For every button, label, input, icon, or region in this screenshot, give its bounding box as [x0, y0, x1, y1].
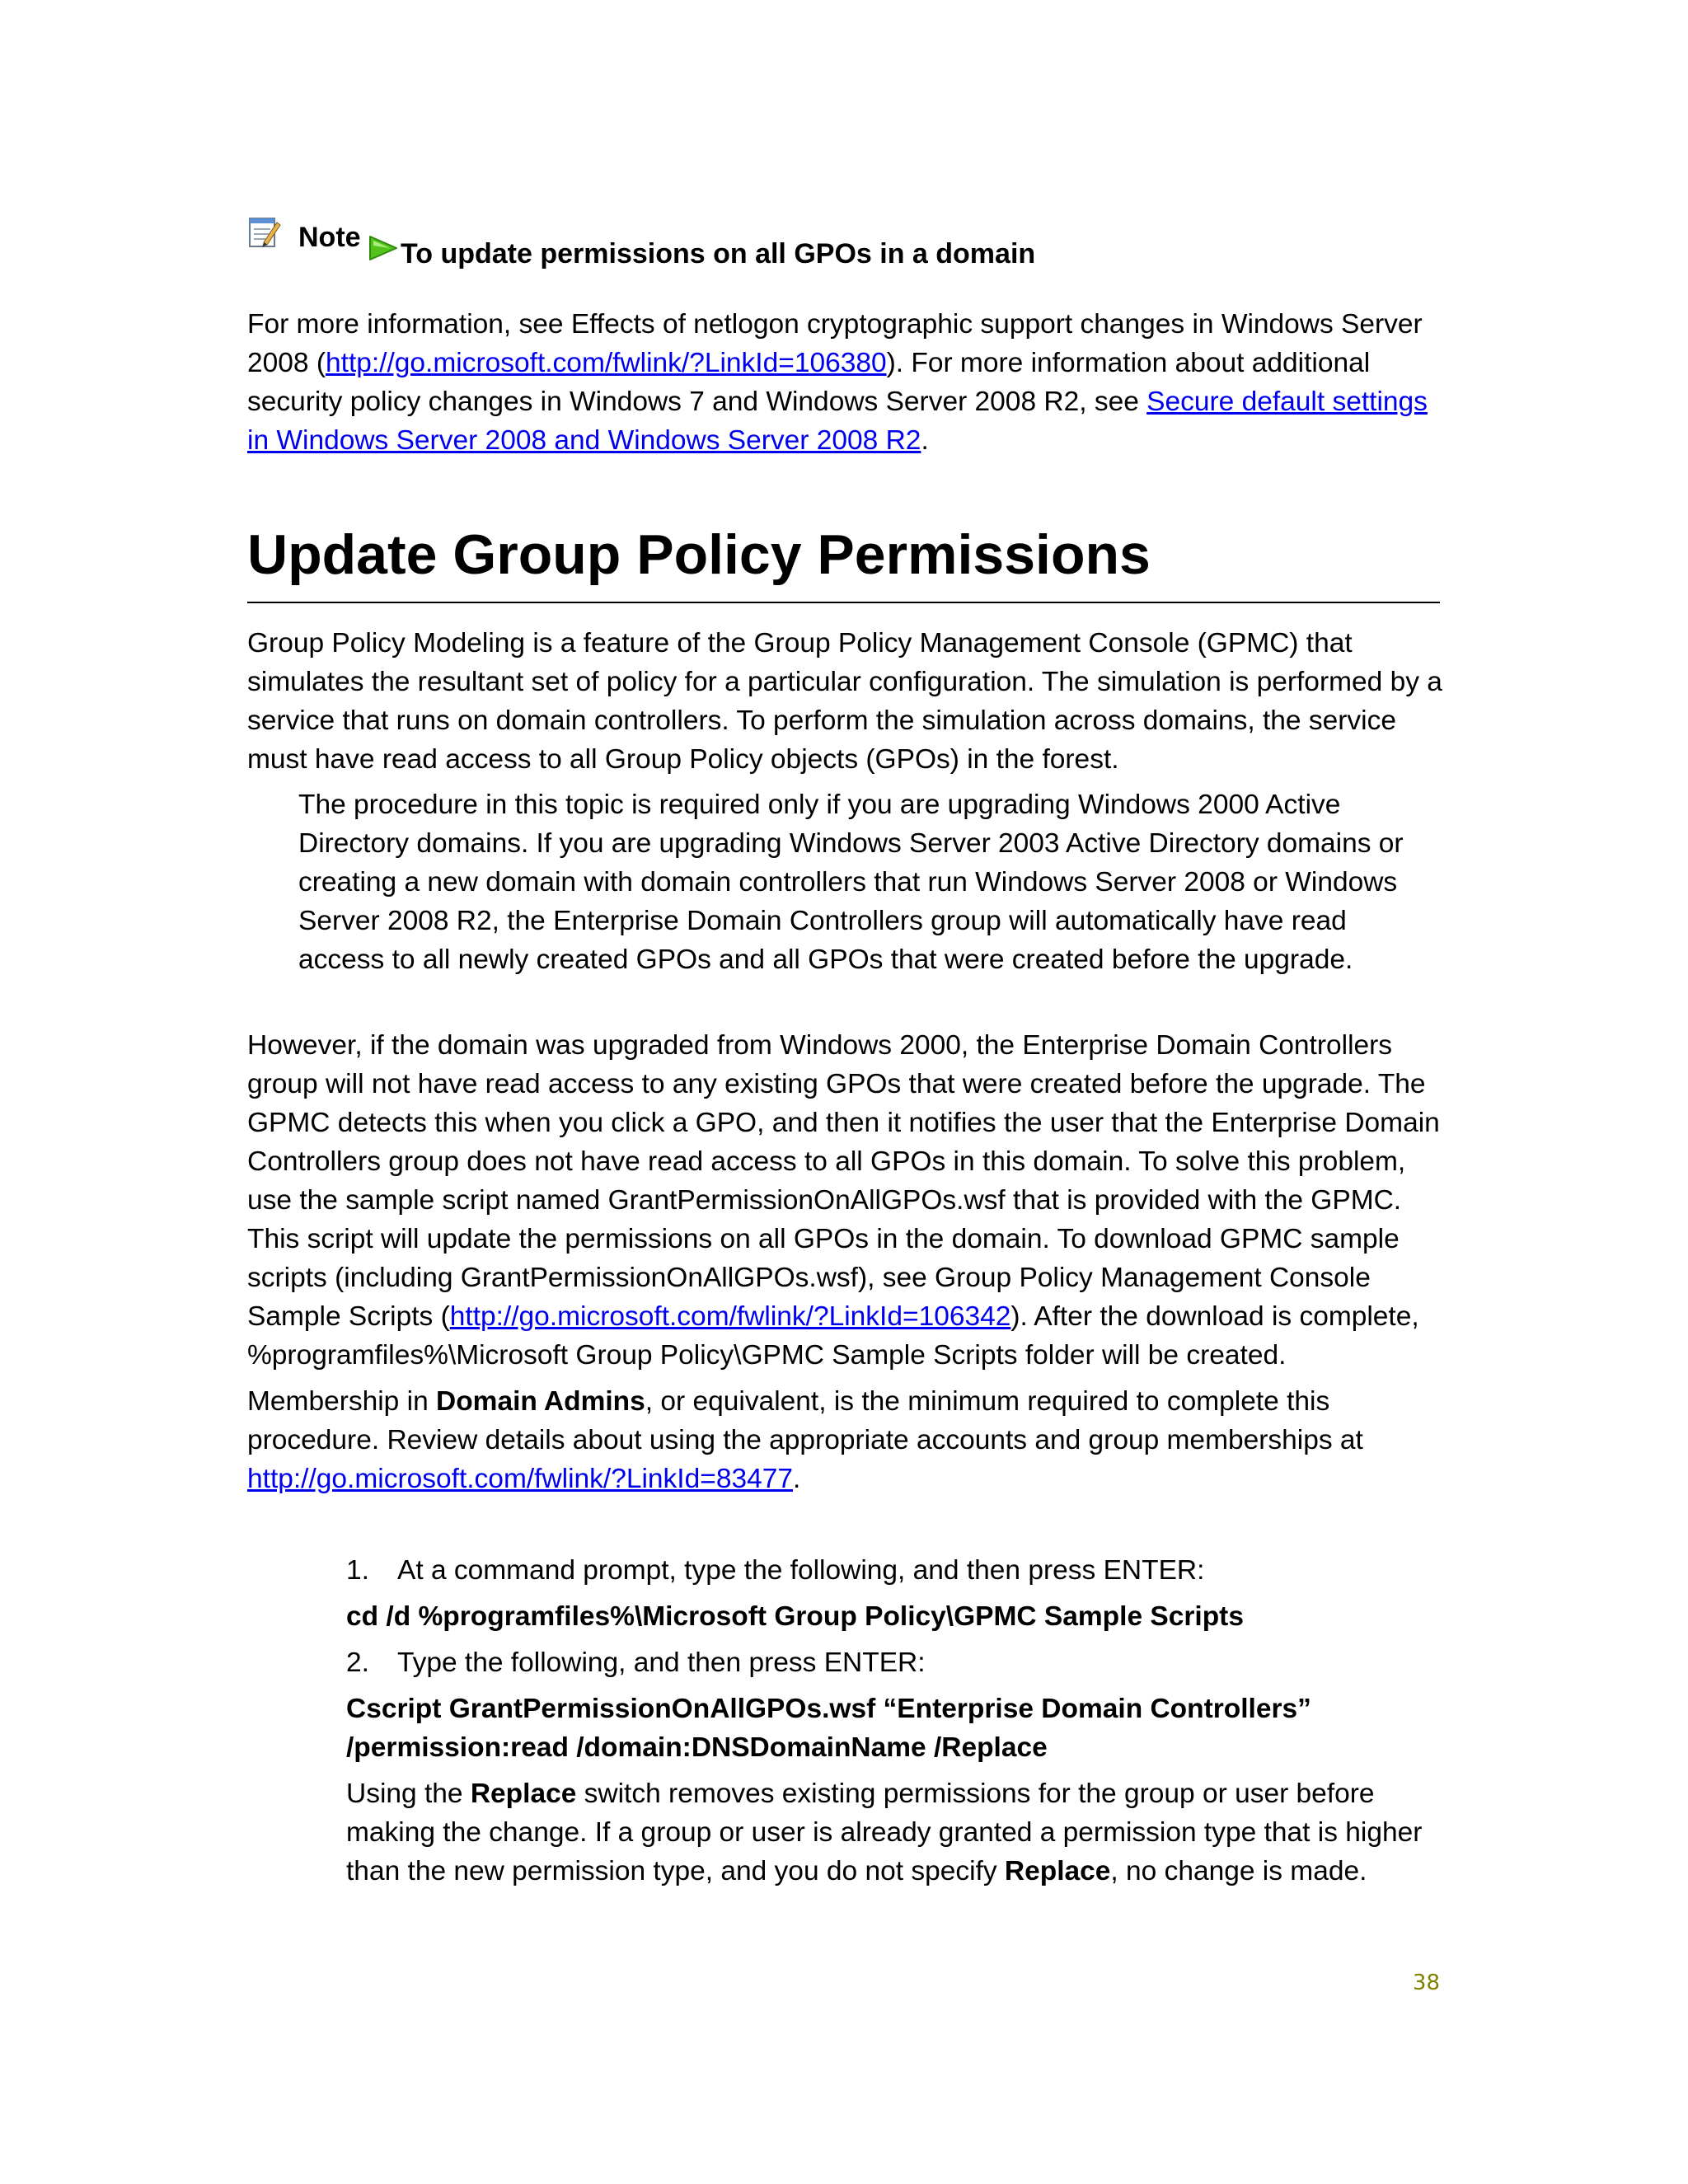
- netlogon-link[interactable]: http://go.microsoft.com/fwlink/?LinkId=106380: [326, 348, 887, 378]
- step-text: Type the following, and then press ENTER:: [397, 1647, 926, 1678]
- step-1-command: cd /d %programfiles%\Microsoft Group Policy\GPMC Sample Scripts: [346, 1601, 1244, 1632]
- procedure-arrow-icon: [368, 234, 399, 262]
- upgrade-text-2: ). After the download is complete, %programfiles%\Microsoft Group Policy\GPMC Sample Scripts folder will be created.: [247, 1301, 1419, 1371]
- membership-text-2: , or equivalent, is the minimum required to complete this procedure. Review details about using the appropriate accounts and group memberships at: [247, 1386, 1363, 1455]
- membership-text-3: .: [792, 1464, 801, 1494]
- sample-scripts-link[interactable]: http://go.microsoft.com/fwlink/?LinkId=106342: [449, 1301, 1011, 1332]
- note-row: [247, 213, 1442, 279]
- heading-rule: [247, 602, 1440, 603]
- replace-bold-1: Replace: [470, 1779, 577, 1809]
- intro-text-1: For more information, see Effects of netlogon cryptographic support changes in Windows Server 2008 (: [247, 309, 1423, 378]
- step-number: 1.: [346, 1555, 369, 1586]
- accounts-link[interactable]: http://go.microsoft.com/fwlink/?LinkId=83477: [247, 1464, 793, 1494]
- intro-text-3: .: [921, 425, 929, 456]
- upgrade-paragraph: [247, 1026, 1442, 1375]
- step-2: [346, 1643, 1442, 1682]
- replace-text-3: , no change is made.: [1110, 1856, 1367, 1886]
- notepad-pencil-icon: [247, 214, 282, 251]
- step-1: [346, 1551, 1442, 1590]
- page-heading: Update Group Policy Permissions: [247, 523, 1151, 586]
- replace-note-paragraph: [346, 1774, 1442, 1891]
- replace-text-2: switch removes existing permissions for the group or user before making the change. If a group or user is already granted a permission type that is higher than the new permission type, and you do not specify: [346, 1779, 1423, 1886]
- step-2-command: Cscript GrantPermissionOnAllGPOs.wsf “Enterprise Domain Controllers” /permission:read /domain:DNSDomainName /Replace: [346, 1694, 1311, 1763]
- upgrade-note-paragraph: The procedure in this topic is required only if you are upgrading Windows 2000 Active Directory domains. If you are upgrading Windows Server 2003 Active Directory domains or creating a new domain with domain controllers that run Windows Server 2008 or Windows Server 2008 R2, the Enterprise Domain Controllers group will automatically have read access to all newly created GPOs and all GPOs that were created before the upgrade.: [298, 790, 1404, 975]
- note-label: Note: [298, 222, 361, 253]
- secure-defaults-link[interactable]: Secure default settings in Windows Server 2008 and Windows Server 2008 R2: [247, 387, 1428, 456]
- membership-text-1: Membership in: [247, 1386, 437, 1417]
- replace-bold-2: Replace: [1004, 1856, 1111, 1886]
- modeling-paragraph: Group Policy Modeling is a feature of the Group Policy Management Console (GPMC) that simulates the resultant set of policy for a particular configuration. The simulation is performed by a service that runs on domain controllers. To perform the simulation across domains, the service must have read access to all Group Policy objects (GPOs) in the forest.: [247, 628, 1442, 775]
- replace-text-1: Using the: [346, 1779, 471, 1809]
- intro-paragraph: [247, 305, 1442, 460]
- membership-paragraph: [247, 1382, 1442, 1498]
- domain-admins-text: Domain Admins: [436, 1386, 645, 1417]
- intro-text-2: ). For more information about additional security policy changes in Windows 7 and Windows Server 2008 R2, see: [247, 348, 1371, 417]
- step-number: 2.: [346, 1647, 369, 1678]
- procedure-title: To update permissions on all GPOs in a domain: [401, 238, 1036, 269]
- upgrade-text-1: However, if the domain was upgraded from Windows 2000, the Enterprise Domain Controllers group will not have read access to any existing GPOs that were created before the upgrade. The GPMC detects this when you click a GPO, and then it notifies the user that the Enterprise Domain Controllers group does not have read access to all GPOs in this domain. To solve this problem, use the sample script named GrantPermissionOnAllGPOs.wsf that is provided with the GPMC. This script will update the permissions on all GPOs in the domain. To download GPMC sample scripts (including GrantPermissionOnAllGPOs.wsf), see Group Policy Management Console Sample Scripts (: [247, 1030, 1440, 1332]
- page-number: 38: [1412, 1971, 1440, 1995]
- step-text: At a command prompt, type the following, and then press ENTER:: [397, 1555, 1205, 1586]
